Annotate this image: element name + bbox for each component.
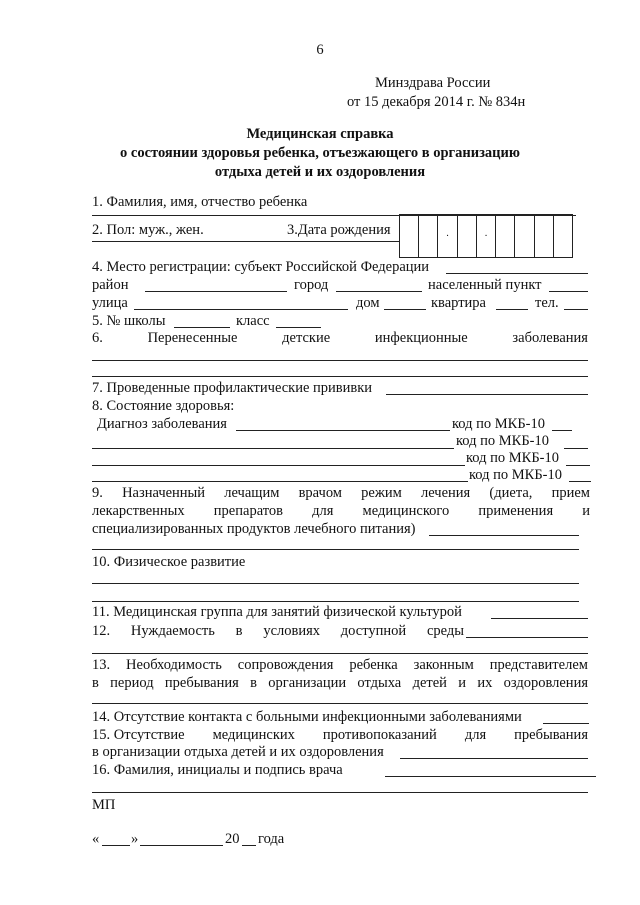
diagnosis-line[interactable] (92, 481, 468, 482)
settlement-line[interactable] (549, 291, 588, 292)
field-12-label (92, 623, 464, 639)
field-8-label: 8. Состояние здоровья: (92, 398, 235, 414)
school-line[interactable] (174, 327, 230, 328)
word: организации (268, 675, 347, 691)
word: режим (361, 485, 402, 501)
date-open-quote: « (92, 831, 100, 847)
word: пребывания (164, 675, 239, 691)
date-close-quote: » (131, 831, 139, 847)
date-cell[interactable] (400, 215, 419, 257)
word: медицинских (212, 727, 295, 743)
word: их (477, 675, 493, 691)
icd-label: код по МКБ-10 (469, 467, 562, 483)
region-line[interactable] (446, 273, 588, 274)
apartment-label: квартира (431, 295, 486, 311)
phone-label: тел. (535, 295, 559, 311)
word: 13. (92, 657, 111, 673)
phone-line[interactable] (564, 309, 588, 310)
word: Перенесенные (147, 330, 238, 346)
field-3-label: 3.Дата рождения (287, 222, 391, 238)
district-label: район (92, 277, 129, 293)
day-line[interactable] (102, 845, 130, 846)
grade-label: класс (236, 313, 270, 329)
field-4-label: 4. Место регистрации: субъект Российской Федерации (92, 259, 430, 275)
word: среды (426, 623, 464, 639)
word: врачом (298, 485, 342, 501)
field-10-line[interactable] (92, 583, 579, 584)
word: лечащим (224, 485, 280, 501)
date-cell[interactable] (535, 215, 554, 257)
field-12-line[interactable] (466, 637, 588, 638)
word: доступной (340, 623, 407, 639)
grade-line[interactable] (276, 327, 321, 328)
date-cell[interactable] (496, 215, 515, 257)
icd-line[interactable] (564, 448, 588, 449)
word: лечения (421, 485, 471, 501)
birthdate-grid[interactable] (399, 214, 573, 258)
date-cell[interactable] (458, 215, 477, 257)
word: противопоказаний (322, 727, 437, 743)
diagnosis-label: Диагноз заболевания (97, 416, 227, 432)
diagnosis-line[interactable] (92, 465, 465, 466)
field-16-label: 16. Фамилия, инициалы и подпись врача (92, 762, 343, 778)
document-title: Медицинская справка (246, 126, 394, 142)
document-subtitle-1: о состоянии здоровья ребенка, отъезжающего в организацию (120, 145, 520, 161)
year-line[interactable] (242, 845, 256, 846)
city-line[interactable] (336, 291, 422, 292)
year-word: года (258, 831, 285, 847)
date-cell[interactable] (515, 215, 534, 257)
field-10-label: 10. Физическое развитие (92, 554, 246, 570)
word: оздоровления (503, 675, 588, 691)
icd-line[interactable] (566, 465, 590, 466)
page-number: 6 (316, 42, 324, 58)
icd-label: код по МКБ-10 (466, 450, 559, 466)
doctor-signature-line[interactable] (385, 776, 596, 777)
apartment-line[interactable] (496, 309, 528, 310)
date-cell[interactable] (419, 215, 438, 257)
district-line[interactable] (145, 291, 287, 292)
field-7-label: 7. Проведенные профилактические прививки (92, 380, 373, 396)
field-7-line[interactable] (386, 394, 588, 395)
icd-label: код по МКБ-10 (456, 433, 549, 449)
field-15-label-line-2: в организации отдыха детей и их оздоровления (92, 744, 384, 760)
order-reference: от 15 декабря 2014 г. № 834н (347, 94, 526, 110)
date-cell[interactable] (438, 215, 457, 257)
year-prefix: 20 (225, 831, 240, 847)
word: препаратов (213, 503, 283, 519)
field-13-line[interactable] (92, 703, 588, 704)
field-2-label: 2. Пол: муж., жен. (92, 222, 204, 238)
field-9-label-line-2 (92, 503, 590, 519)
word: инфекционные (374, 330, 468, 346)
document-subtitle-2: отдыха детей и их оздоровления (214, 164, 426, 180)
field-9-line[interactable] (429, 535, 579, 536)
word: (диета, (489, 485, 533, 501)
word: 12. (92, 623, 111, 639)
word: для (464, 727, 487, 743)
date-separator: · (445, 230, 450, 242)
word: условиях (263, 623, 321, 639)
word: и (582, 503, 590, 519)
field-15-label (92, 727, 588, 743)
ministry-label: Минздрава России (375, 75, 491, 91)
word: прием (551, 485, 590, 501)
word: в (250, 675, 257, 691)
word: детские (282, 330, 331, 346)
field-13-label-line-2 (92, 675, 588, 691)
word: Нуждаемость (130, 623, 215, 639)
word: представителем (489, 657, 588, 673)
field-6-line[interactable] (92, 376, 588, 377)
word: сопровождения (237, 657, 334, 673)
diagnosis-line[interactable] (236, 430, 450, 431)
field-12-line[interactable] (92, 653, 588, 654)
word: заболевания (512, 330, 588, 346)
settlement-label: населенный пункт (428, 277, 542, 293)
field-9-label (92, 485, 590, 501)
icd-line[interactable] (569, 481, 591, 482)
field-6-label (92, 330, 588, 346)
house-line[interactable] (384, 309, 426, 310)
field-10-line[interactable] (92, 601, 579, 602)
word: ребенка (349, 657, 398, 673)
word: отдыха (357, 675, 402, 691)
word: в (92, 675, 99, 691)
word: законным (413, 657, 474, 673)
word: в (235, 623, 243, 639)
date-separator: · (484, 230, 488, 242)
word: детей (412, 675, 447, 691)
stamp-label: МП (92, 797, 116, 813)
field-2-line (92, 241, 399, 242)
word: 6. (92, 330, 103, 346)
date-cell[interactable] (554, 215, 572, 257)
field-14-line[interactable] (543, 723, 589, 724)
word: 15. Отсутствие (92, 727, 185, 743)
word: лекарственных (92, 503, 185, 519)
field-13-label (92, 657, 588, 673)
field-11-label: 11. Медицинская группа для занятий физической культурой (92, 604, 462, 620)
word: 9. (92, 485, 103, 501)
street-label: улица (92, 295, 128, 311)
month-line[interactable] (140, 845, 223, 846)
diagnosis-line[interactable] (92, 448, 454, 449)
field-9-line[interactable] (92, 549, 579, 550)
word: Необходимость (126, 657, 222, 673)
field-1-label: 1. Фамилия, имя, отчество ребенка (92, 194, 308, 210)
word: период (110, 675, 154, 691)
field-14-label: 14. Отсутствие контакта с больными инфекционными заболеваниями (92, 709, 522, 725)
word: Назначенный (122, 485, 206, 501)
word: пребывания (514, 727, 588, 743)
field-9-label-line-3: специализированных продуктов лечебного питания) (92, 521, 416, 537)
house-label: дом (356, 295, 380, 311)
word: применения (478, 503, 554, 519)
city-label: город (294, 277, 329, 293)
date-cell[interactable] (477, 215, 496, 257)
field-6-line[interactable] (92, 360, 588, 361)
field-11-line[interactable] (491, 618, 588, 619)
field-15-line[interactable] (400, 758, 588, 759)
word: и (458, 675, 466, 691)
word: медицинского (362, 503, 450, 519)
field-5-label: 5. № школы (92, 313, 166, 329)
street-line[interactable] (134, 309, 348, 310)
field-16-line[interactable] (92, 792, 588, 793)
icd-label: код по МКБ-10 (452, 416, 545, 432)
icd-line[interactable] (552, 430, 572, 431)
word: для (312, 503, 334, 519)
